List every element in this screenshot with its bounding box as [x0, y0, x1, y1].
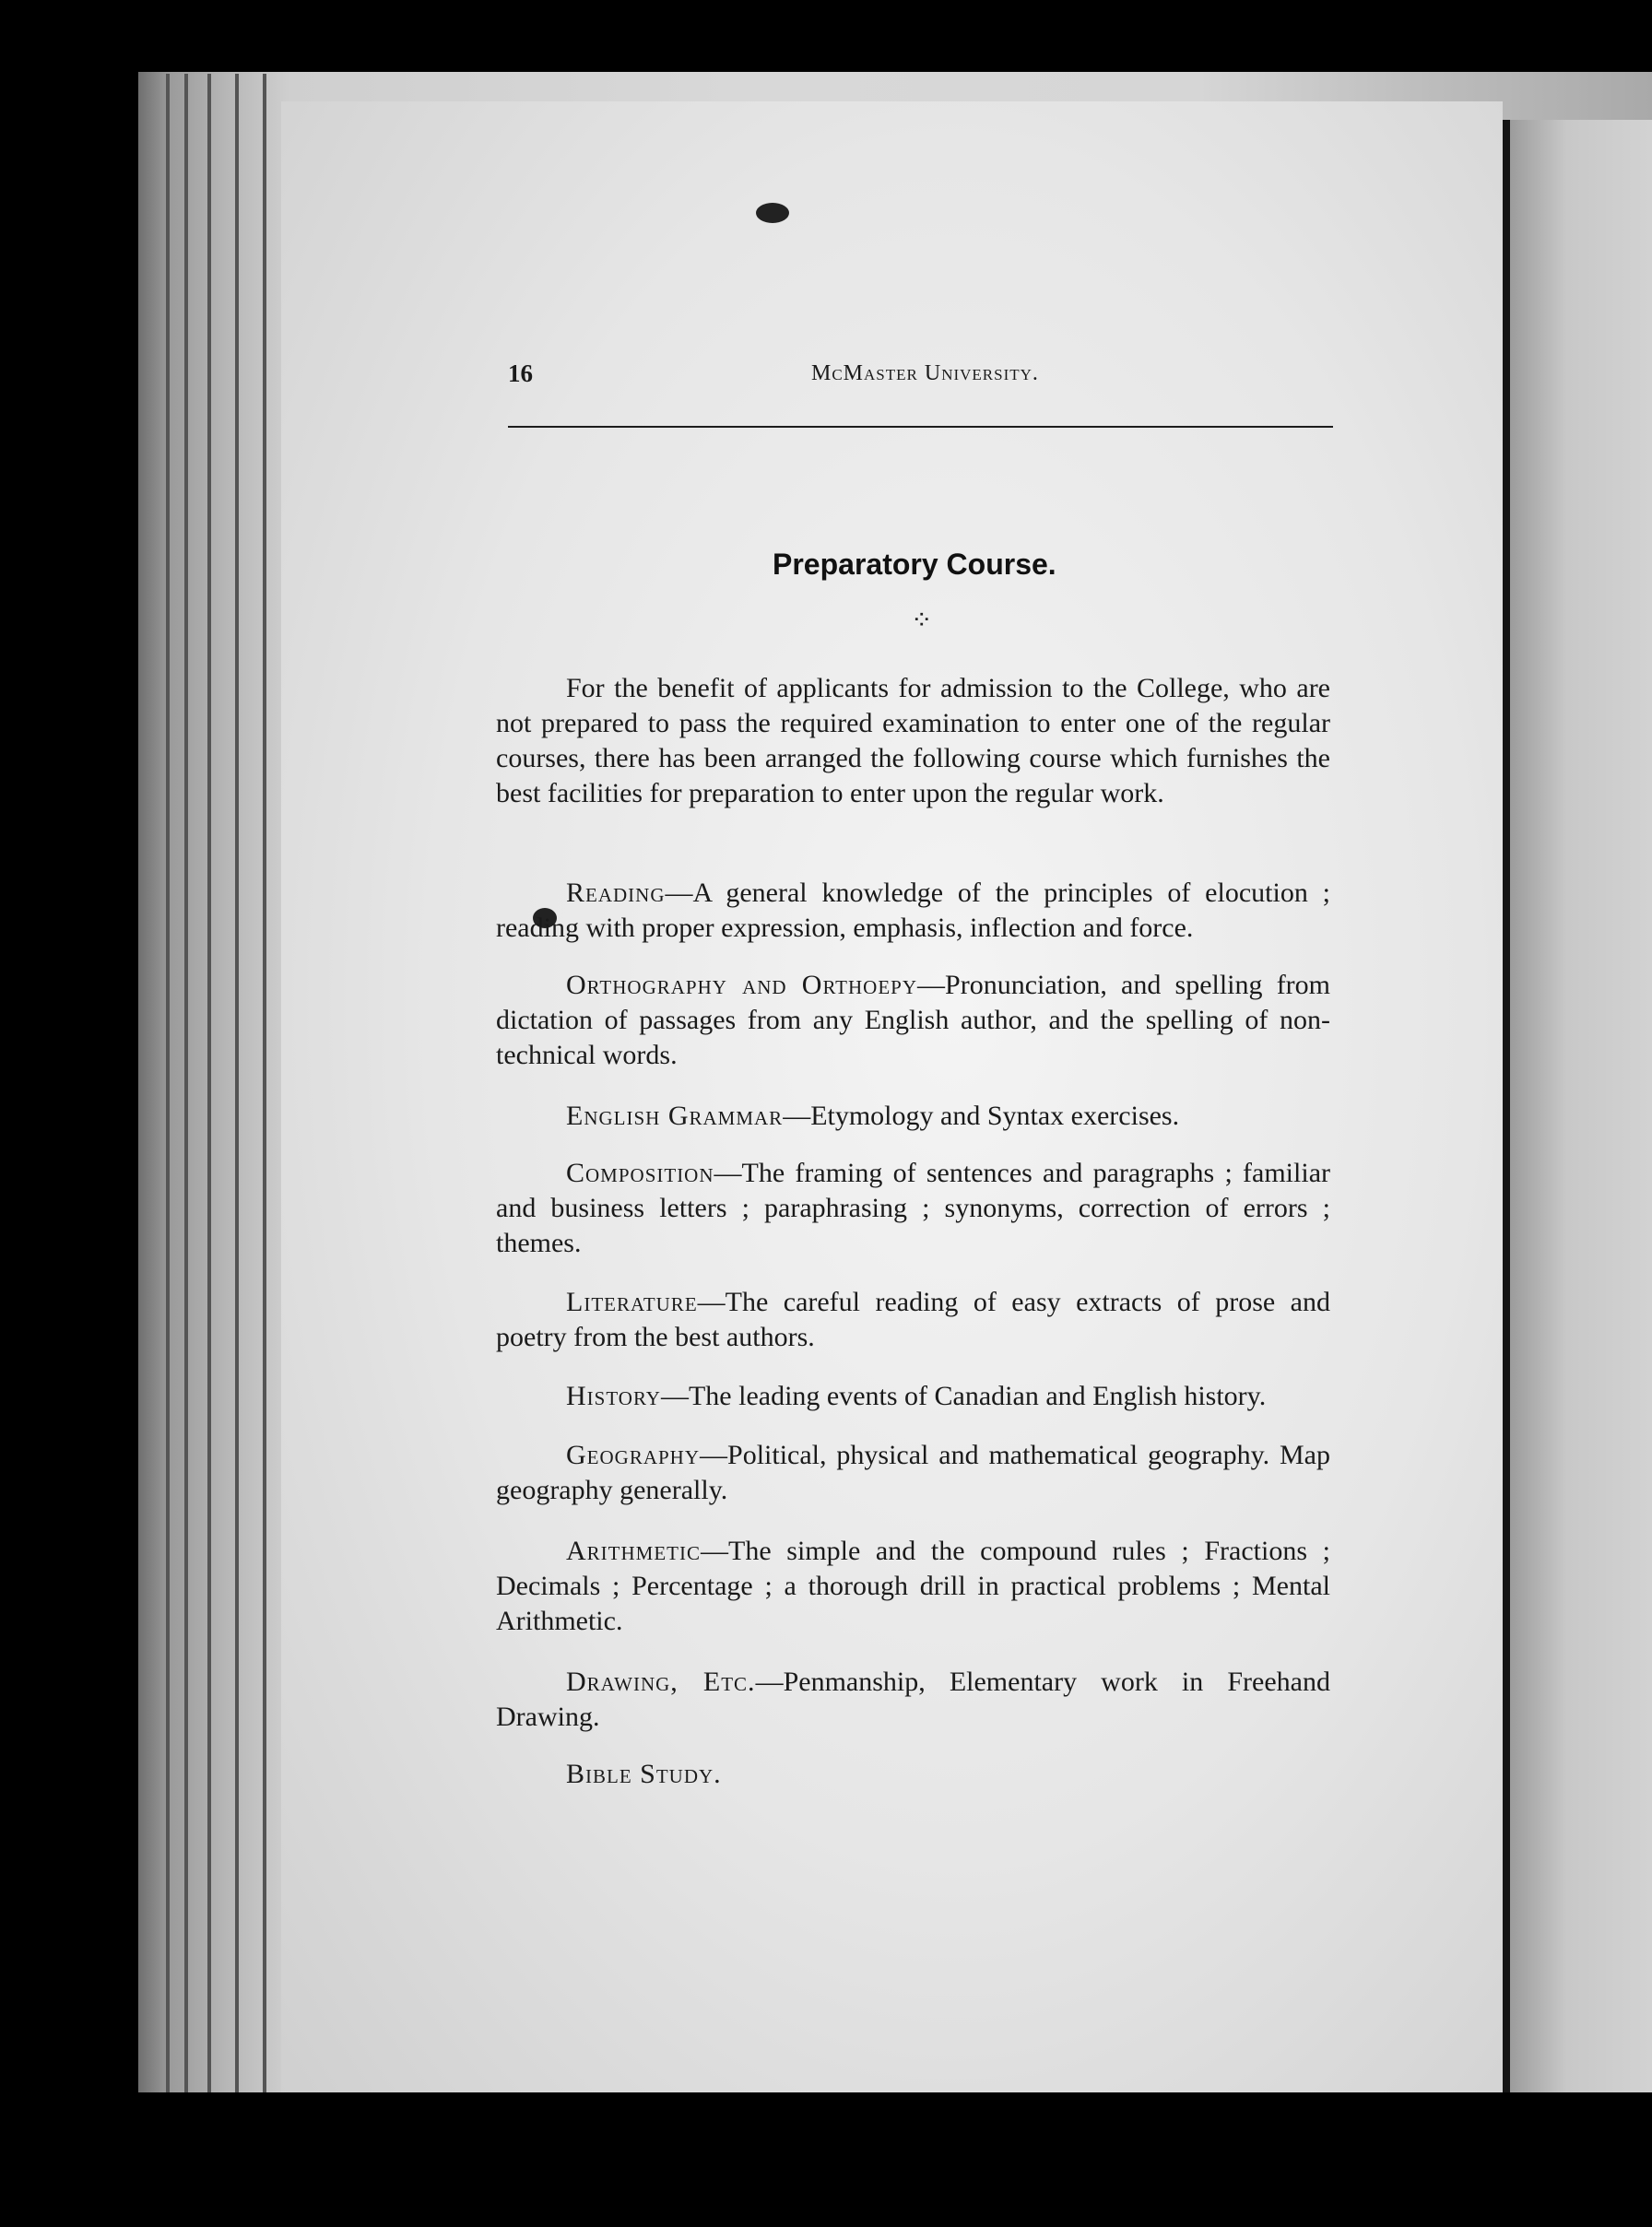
subject-text: —The simple and the compound rules ; Fractions ; Decimals ; Percentage ; a thorough drill in practical problems ; Mental Arithmetic. — [496, 1536, 1330, 1636]
subject-text: —Pronunciation, and spelling from dictation of passages from any English author, and the spelling of non-technical words. — [496, 970, 1331, 1070]
subject-geography — [496, 1438, 1330, 1508]
subject-bible-study — [496, 1757, 1330, 1792]
ornament: ⁘ — [911, 607, 933, 635]
subject-grammar — [496, 1099, 1330, 1134]
subject-name: Orthography and Orthoepy — [566, 970, 918, 1000]
subject-composition — [496, 1156, 1330, 1261]
subject-literature — [496, 1285, 1330, 1355]
section-title: Preparatory Course. — [773, 548, 1056, 581]
subject-history — [496, 1379, 1330, 1414]
subject-name: Arithmetic — [566, 1536, 701, 1566]
subject-name: Drawing, Etc. — [566, 1667, 756, 1697]
header-rule — [508, 426, 1333, 428]
intro-text: For the benefit of applicants for admission to the College, who are not prepared to pass the required examination to enter one of the regular courses, there has been arranged the following course which furnishes the best facilities for preparation to enter upon the regular work. — [496, 673, 1330, 808]
subject-text: —The framing of sentences and paragraphs ; familiar and business letters ; paraphrasing ; synonyms, correction of errors ; themes. — [496, 1158, 1330, 1258]
subject-orthography — [496, 968, 1330, 1073]
subject-name: Bible Study. — [566, 1759, 722, 1789]
subject-name: Composition — [566, 1158, 714, 1188]
subject-text: —The leading events of Canadian and English history. — [660, 1381, 1267, 1411]
subject-name: Literature — [566, 1287, 698, 1317]
subject-text: —Etymology and Syntax exercises. — [783, 1101, 1180, 1131]
subject-text: —A general knowledge of the principles of elocution ; reading with proper expression, emphasis, inflection and force. — [496, 878, 1330, 943]
running-title: McMaster University. — [811, 361, 1039, 385]
subject-arithmetic — [496, 1534, 1330, 1639]
subject-drawing — [496, 1665, 1330, 1735]
subject-text: —Penmanship, Elementary work in Freehand Drawing. — [496, 1667, 1330, 1732]
subject-name: Reading — [566, 878, 666, 908]
subject-text: —The careful reading of easy extracts of prose and poetry from the best authors. — [496, 1287, 1330, 1352]
page-number: 16 — [508, 359, 533, 387]
subject-reading — [496, 876, 1330, 946]
subject-name: English Grammar — [566, 1101, 784, 1131]
intro-paragraph — [496, 671, 1330, 811]
subject-name: History — [566, 1381, 661, 1411]
subject-name: Geography — [566, 1440, 701, 1470]
subject-text: —Political, physical and mathematical geography. Map geography generally. — [496, 1440, 1330, 1505]
